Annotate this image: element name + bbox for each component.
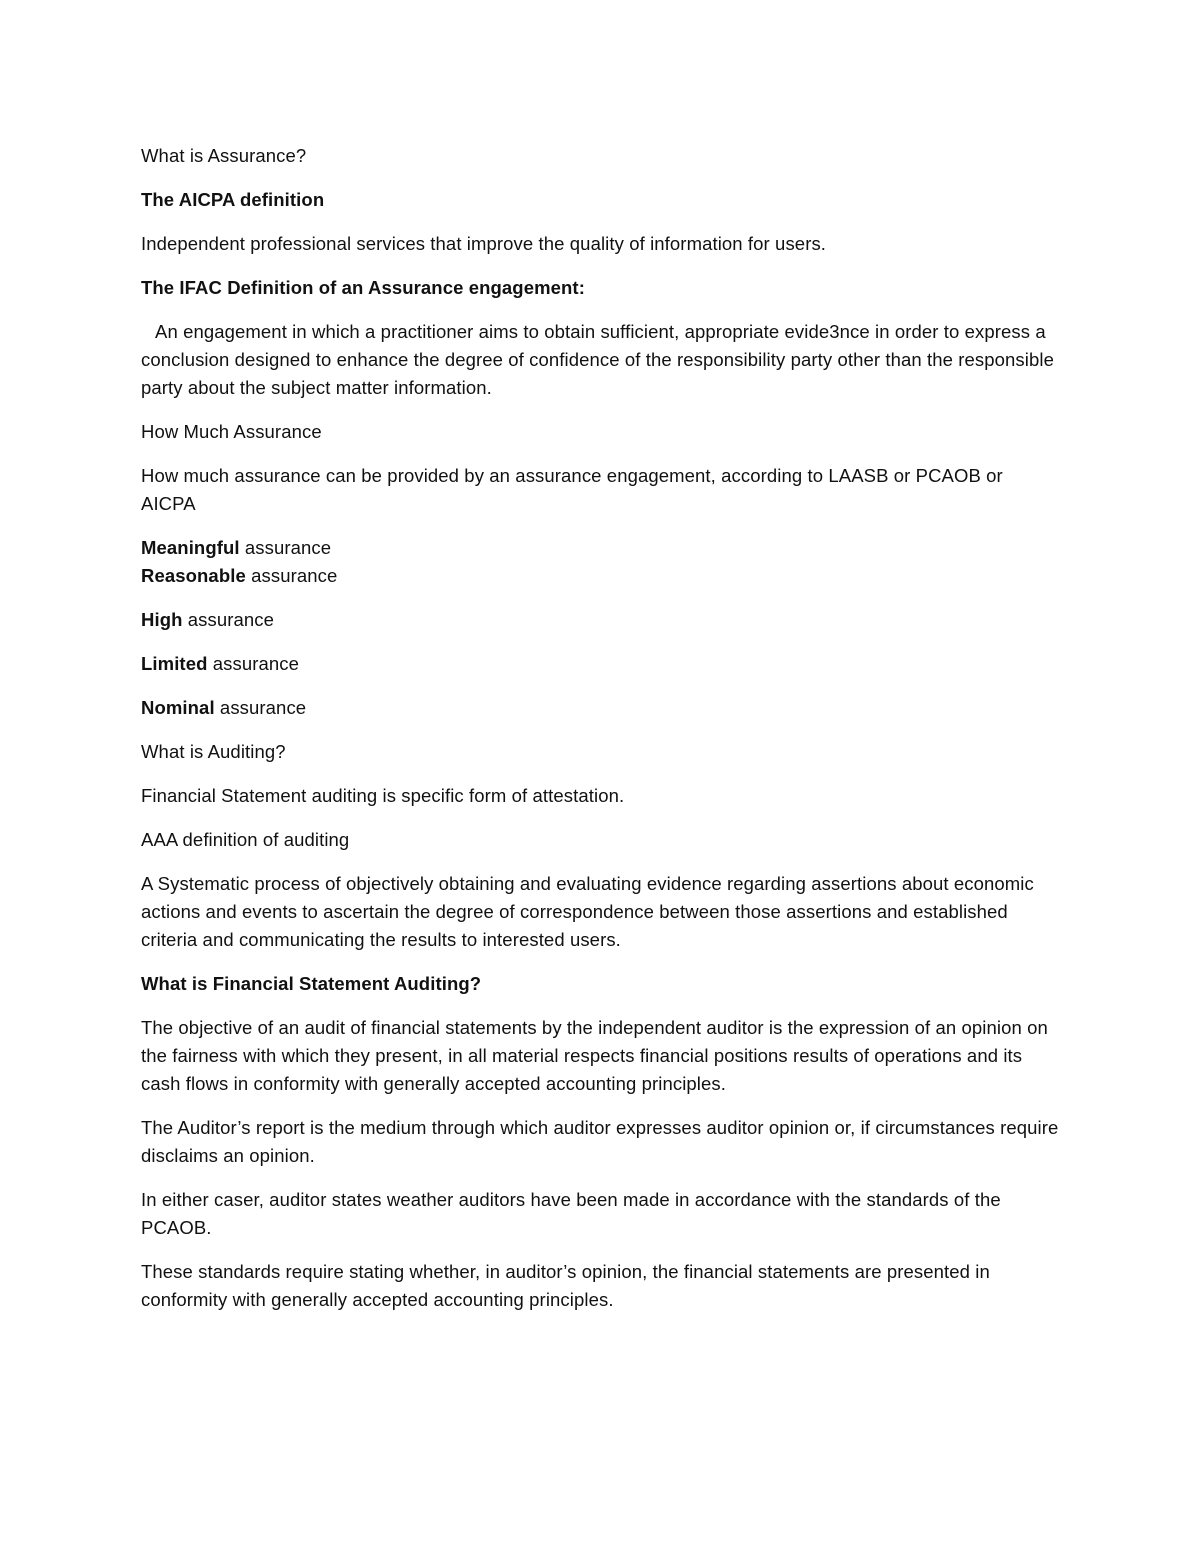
heading-what-is-fs-auditing: What is Financial Statement Auditing?	[141, 973, 482, 994]
heading-how-much-assurance: How Much Assurance	[141, 421, 322, 442]
assurance-level-rest: assurance	[245, 565, 338, 586]
assurance-level-high	[141, 606, 1061, 634]
paragraph-standards-require: These standards require stating whether, in auditor’s opinion, the financial statements are presented in conformity with generally accepted accounting principles.	[141, 1261, 990, 1310]
assurance-level-limited	[141, 650, 1061, 678]
assurance-level-term: High	[141, 609, 183, 630]
assurance-level-term: Nominal	[141, 697, 215, 718]
heading-what-is-assurance: What is Assurance?	[141, 145, 307, 166]
heading-ifac-definition: The IFAC Definition of an Assurance engagement:	[141, 277, 585, 298]
assurance-level-rest: assurance	[239, 537, 332, 558]
paragraph-ifac-text: An engagement in which a practitioner aims to obtain sufficient, appropriate evide3nce in order to express a conclusion designed to enhance the degree of confidence of the responsibility party other than the responsible party about the subject matter information.	[141, 321, 1054, 398]
paragraph-aicpa-definition: Independent professional services that improve the quality of information for users.	[141, 233, 827, 254]
heading-aaa-definition: AAA definition of auditing	[141, 829, 350, 850]
paragraph-auditor-report: The Auditor’s report is the medium through which auditor expresses auditor opinion or, if circumstances require disclaims an opinion.	[141, 1117, 1059, 1166]
assurance-level-term: Limited	[141, 653, 208, 674]
paragraph-either-case: In either caser, auditor states weather auditors have been made in accordance with the standards of the PCAOB.	[141, 1189, 1001, 1238]
paragraph-aaa-definition: A Systematic process of objectively obtaining and evaluating evidence regarding assertions about economic actions and events to ascertain the degree of correspondence between those assertions and established criteria and communicating the results to interested users.	[141, 873, 1034, 950]
assurance-level-rest: assurance	[207, 653, 299, 674]
paragraph-audit-objective: The objective of an audit of financial statements by the independent auditor is the expression of an opinion on the fairness with which they present, in all material respects financial positions results of operations and its cash flows in conformity with generally accepted accounting principles.	[141, 1017, 1048, 1094]
assurance-level-rest: assurance	[182, 609, 275, 630]
assurance-level-reasonable	[141, 562, 1061, 590]
paragraph-how-much-assurance: How much assurance can be provided by an assurance engagement, according to LAASB or PCAOB or AICPA	[141, 465, 1003, 514]
heading-aicpa-definition: The AICPA definition	[141, 189, 325, 210]
assurance-level-meaningful	[141, 534, 1061, 562]
paragraph-ifac-definition	[141, 318, 1061, 402]
heading-what-is-auditing: What is Auditing?	[141, 741, 286, 762]
assurance-level-nominal	[141, 694, 1061, 722]
assurance-level-rest: assurance	[214, 697, 307, 718]
document-body	[141, 142, 1061, 1330]
assurance-level-term: Reasonable	[141, 565, 246, 586]
paragraph-fs-auditing-form: Financial Statement auditing is specific form of attestation.	[141, 785, 625, 806]
assurance-level-term: Meaningful	[141, 537, 240, 558]
